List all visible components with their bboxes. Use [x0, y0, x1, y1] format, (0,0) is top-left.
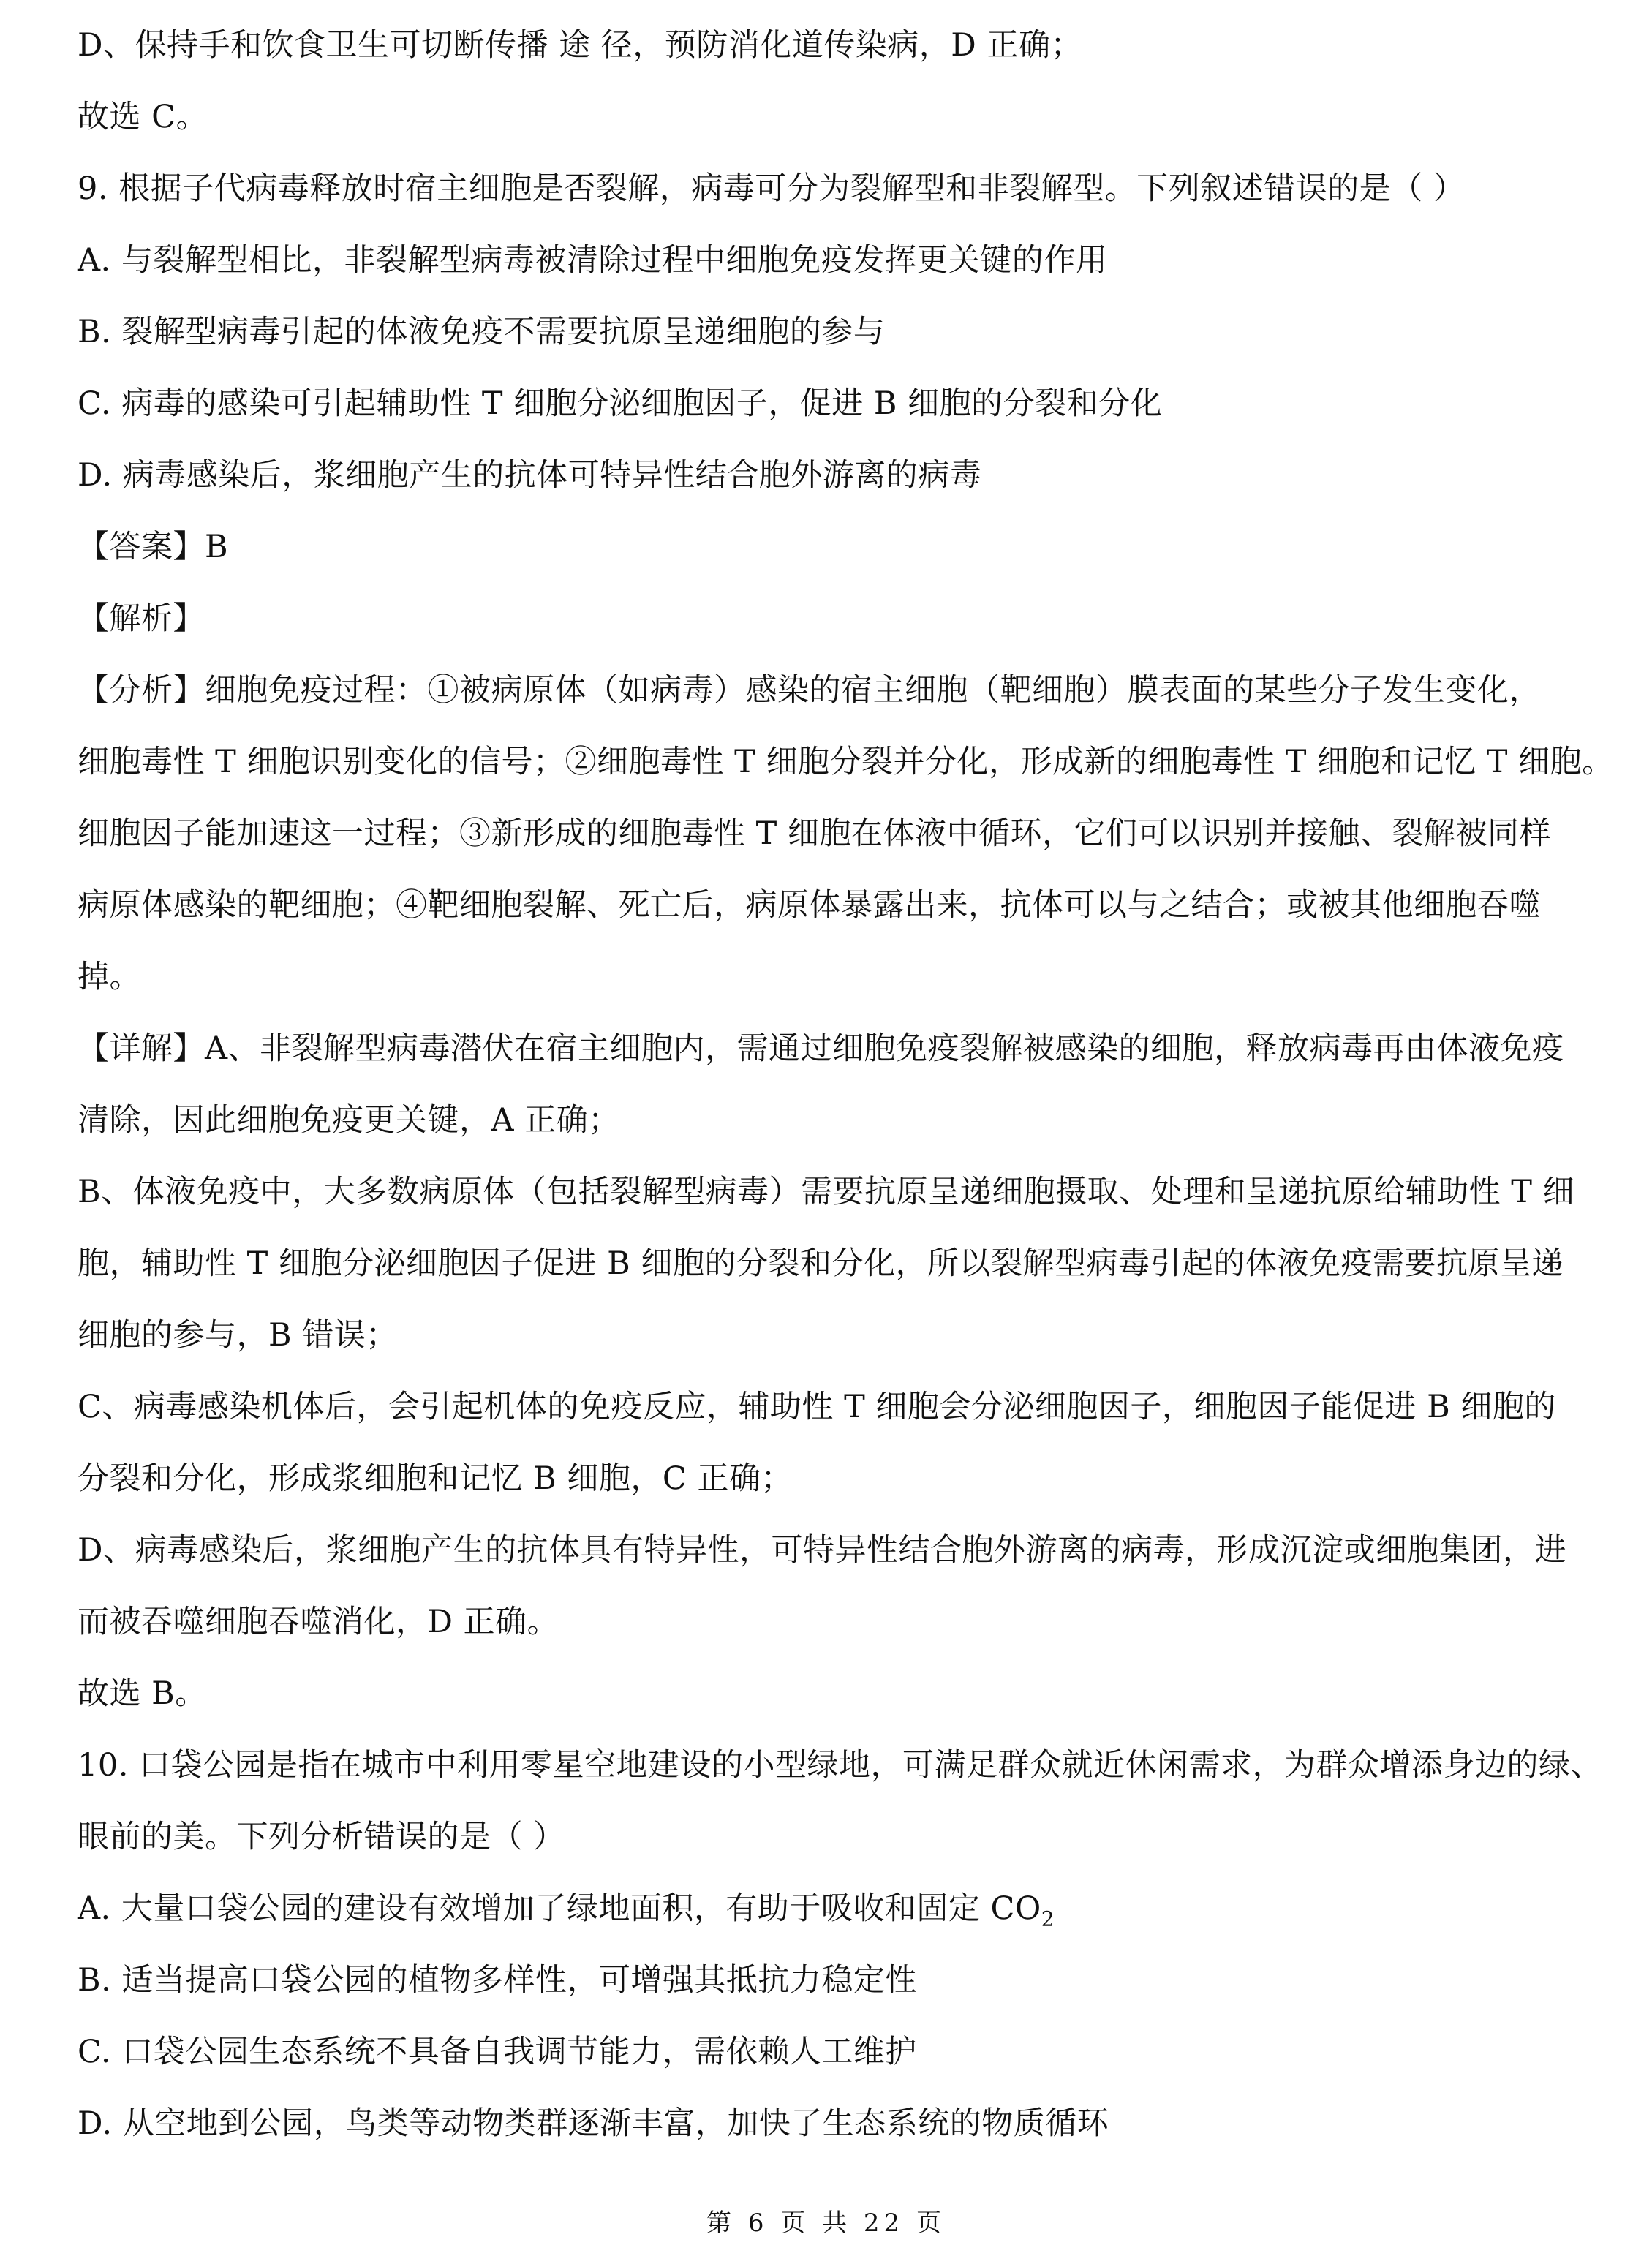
analysis-label: 【解析】 — [78, 600, 205, 637]
detail-text: 而被吞噬细胞吞噬消化，D 正确。 — [78, 1604, 559, 1640]
question-10-option-b: B. 适当提高口袋公园的植物多样性，可增强其抵抗力稳定性 — [78, 1962, 917, 1999]
question-9-option-a: A. 与裂解型相比，非裂解型病毒被清除过程中细胞免疫发挥更关键的作用 — [78, 242, 1108, 279]
text-line: D、保持手和饮食卫生可切断传播 途 径，预防消化道传染病，D 正确； — [78, 27, 1082, 64]
question-9-option-c: C. 病毒的感染可引起辅助性 T 细胞分泌细胞因子，促进 B 细胞的分裂和分化 — [78, 385, 1163, 422]
co2-subscript: 2 — [1041, 1906, 1055, 1931]
answer-label: 【答案】B — [78, 529, 229, 565]
question-10-option-c: C. 口袋公园生态系统不具备自我调节能力，需依赖人工维护 — [78, 2034, 917, 2070]
question-9-option-b: B. 裂解型病毒引起的体液免疫不需要抗原呈递细胞的参与 — [78, 314, 886, 350]
analysis-text: 病原体感染的靶细胞；④靶细胞裂解、死亡后，病原体暴露出来，抗体可以与之结合；或被其他细胞吞噬 — [78, 887, 1541, 924]
detail-text: C、病毒感染机体后，会引起机体的免疫反应，辅助性 T 细胞会分泌细胞因子，细胞因子能促进 B 细胞的 — [78, 1389, 1556, 1425]
option-a-text: A. 大量口袋公园的建设有效增加了绿地面积，有助于吸收和固定 CO — [78, 1890, 1041, 1927]
detail-text: D、病毒感染后，浆细胞产生的抗体具有特异性，可特异性结合胞外游离的病毒，形成沉淀或细胞集团，进 — [78, 1532, 1566, 1569]
detail-text: B、体液免疫中，大多数病原体（包括裂解型病毒）需要抗原呈递细胞摄取、处理和呈递抗原给辅助性 T 细 — [78, 1174, 1575, 1210]
text-line: 故选 C。 — [78, 99, 208, 135]
detail-text: 胞，辅助性 T 细胞分泌细胞因子促进 B 细胞的分裂和分化，所以裂解型病毒引起的体液免疫需要抗原呈递 — [78, 1245, 1564, 1282]
detail-text: 细胞的参与，B 错误； — [78, 1317, 398, 1354]
analysis-text: 【分析】细胞免疫过程：①被病原体（如病毒）感染的宿主细胞（靶细胞）膜表面的某些分子发生变化， — [78, 672, 1541, 709]
detail-text: 分裂和分化，形成浆细胞和记忆 B 细胞，C 正确； — [78, 1460, 793, 1497]
analysis-text: 掉。 — [78, 959, 141, 995]
question-10-stem: 眼前的美。下列分析错误的是（ ） — [78, 1819, 565, 1855]
question-10-stem: 10. 口袋公园是指在城市中利用零星空地建设的小型绿地，可满足群众就近休闲需求，为群众增添身边的绿、 — [78, 1747, 1603, 1784]
page-footer: 第 6 页 共 22 页 — [706, 2208, 946, 2238]
detail-text: 【详解】A、非裂解型病毒潜伏在宿主细胞内，需通过细胞免疫裂解被感染的细胞，释放病毒再由体液免疫 — [78, 1030, 1564, 1067]
detail-text: 清除，因此细胞免疫更关键，A 正确； — [78, 1102, 620, 1139]
analysis-text: 细胞因子能加速这一过程；③新形成的细胞毒性 T 细胞在体液中循环，它们可以识别并接触、裂解被同样 — [78, 815, 1552, 852]
question-10-option-a — [78, 1888, 1584, 1929]
conclusion-text: 故选 B。 — [78, 1675, 207, 1712]
question-9-stem: 9. 根据子代病毒释放时宿主细胞是否裂解，病毒可分为裂解型和非裂解型。下列叙述错误的是（ ） — [78, 170, 1466, 207]
analysis-text: 细胞毒性 T 细胞识别变化的信号；②细胞毒性 T 细胞分裂并分化，形成新的细胞毒性 T 细胞和记忆 T 细胞。 — [78, 744, 1614, 780]
question-9-option-d: D. 病毒感染后，浆细胞产生的抗体可特异性结合胞外游离的病毒 — [78, 457, 982, 494]
question-10-option-d: D. 从空地到公园，鸟类等动物类群逐渐丰富，加快了生态系统的物质循环 — [78, 2105, 1109, 2142]
